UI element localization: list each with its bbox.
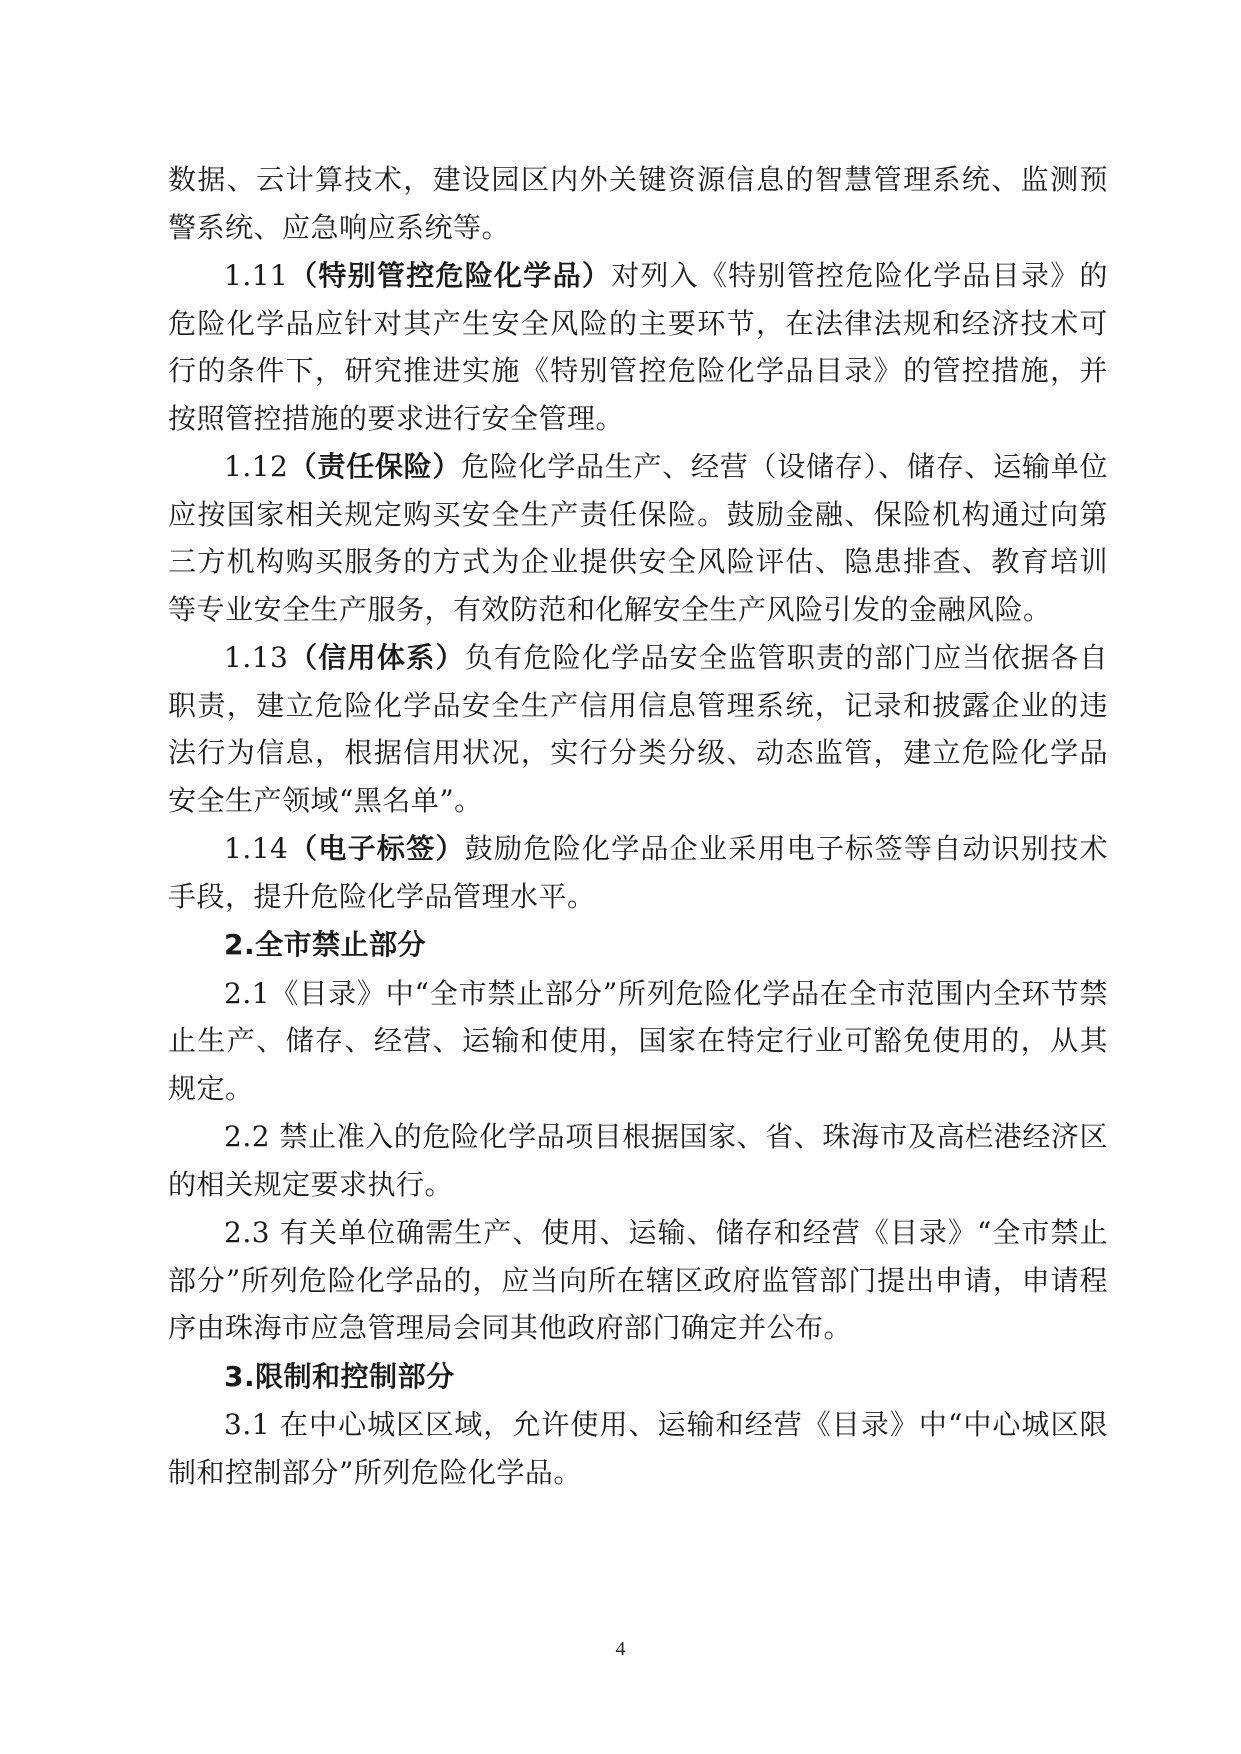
clause-number: 2.3 <box>224 1216 271 1249</box>
clause-number: 1.13 <box>224 641 289 674</box>
paragraph-2-2 <box>168 1113 1108 1208</box>
paragraph-text: 鼓励危险化学品企业采用电子标签等自动识别技术手段，提升危险化学品管理水平。 <box>168 832 1108 913</box>
paragraph-text: 有关单位确需生产、使用、运输、储存和经营《目录》“全市禁止部分”所列危险化学品的，应当向所在辖区政府监管部门提出申请，申请程序由珠海市应急管理局会同其他政府部门确定并公布。 <box>168 1216 1108 1344</box>
paragraph-1-12 <box>168 443 1108 633</box>
clause-number: 2.2 <box>224 1120 271 1153</box>
clause-title: （特别管控危险化学品） <box>288 259 612 292</box>
clause-number: 1.14 <box>224 832 289 865</box>
clause-number: 1.11 <box>224 259 289 292</box>
document-body <box>168 156 1108 1497</box>
section-heading-3: 3.限制和控制部分 <box>224 1359 455 1393</box>
paragraph-text: 负有危险化学品安全监管职责的部门应当依据各自职责，建立危险化学品安全生产信用信息管理系统，记录和披露企业的违法行为信息，根据信用状况，实行分类分级、动态监管，建立危险化学品安全生产领域“黑名单”。 <box>168 641 1108 817</box>
paragraph-3-1 <box>168 1401 1108 1496</box>
paragraph-continuation <box>168 156 1108 251</box>
clause-number: 1.12 <box>224 450 289 483</box>
paragraph-1-11 <box>168 252 1108 442</box>
clause-number: 3.1 <box>224 1408 271 1441</box>
paragraph-2-3 <box>168 1209 1108 1352</box>
clause-title: （电子标签） <box>288 832 465 865</box>
paragraph-text: 禁止准入的危险化学品项目根据国家、省、珠海市及高栏港经济区的相关规定要求执行。 <box>168 1120 1108 1201</box>
paragraph-text: 在中心城区区域，允许使用、运输和经营《目录》中“中心城区限制和控制部分”所列危险化学品。 <box>168 1408 1108 1489</box>
paragraph-1-13 <box>168 634 1108 824</box>
paragraph-1-14 <box>168 825 1108 920</box>
page-number: 4 <box>615 1638 626 1660</box>
clause-number: 2.1 <box>224 976 271 1010</box>
clause-title: （信用体系） <box>288 641 465 674</box>
section-heading-2: 2.全市禁止部分 <box>224 928 427 961</box>
clause-title: （责任保险） <box>288 450 462 483</box>
paragraph-text: 数据、云计算技术，建设园区内外关键资源信息的智慧管理系统、监测预警系统、应急响应系统等。 <box>168 163 1108 244</box>
paragraph-2-1 <box>168 970 1108 1113</box>
paragraph-text: 对列入《特别管控危险化学品目录》的危险化学品应针对其产生安全风险的主要环节，在法律法规和经济技术可行的条件下，研究推进实施《特别管控危险化学品目录》的管控措施，并按照管控措施的要求进行安全管理。 <box>168 259 1108 435</box>
paragraph-text: 危险化学品生产、经营（设储存）、储存、运输单位应按国家相关规定购买安全生产责任保险。鼓励金融、保险机构通过向第三方机构购买服务的方式为企业提供安全风险评估、隐患排查、教育培训等专业安全生产服务，有效防范和化解安全生产风险引发的金融风险。 <box>168 450 1108 626</box>
paragraph-text: 《目录》中“全市禁止部分”所列危险化学品在全市范围内全环节禁止生产、储存、经营、运输和使用，国家在特定行业可豁免使用的，从其规定。 <box>168 976 1108 1105</box>
